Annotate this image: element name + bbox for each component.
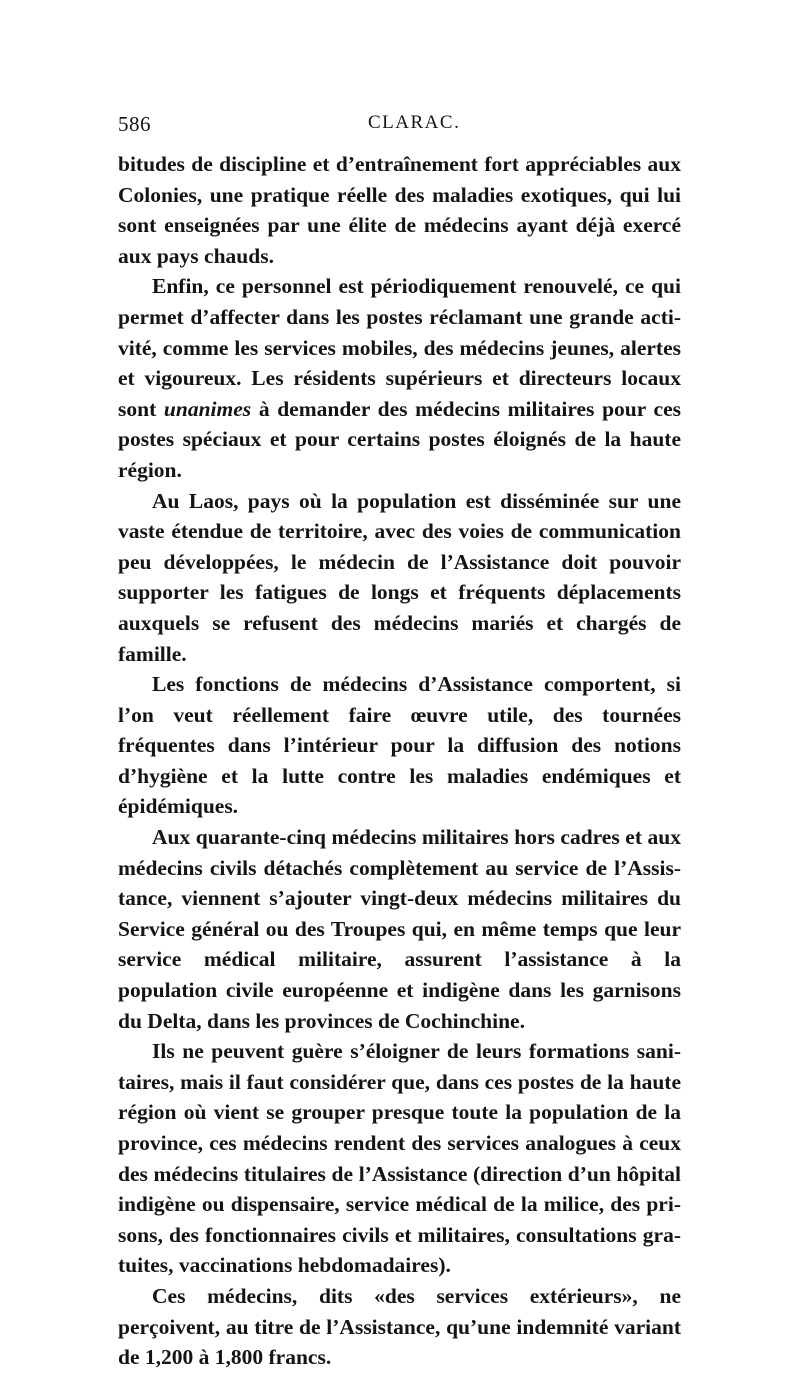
paragraph bbox=[118, 271, 681, 485]
page-header bbox=[118, 112, 681, 142]
paragraph: Ils ne peuvent guère s’éloigner de leurs formations sanitaires, mais il faut considérer que, dans ces postes de la haute région où vient se grouper presque toute la population de la province, ces médecins rendent des services analogues à ceux des médecins titulaires de l’Assistance (direction d’un hôpital indigène ou dispensaire, service médical de la milice, des prisons, des fonctionnaires civils et militaires, consultations gratuites, vaccinations hebdomadaires). bbox=[118, 1039, 681, 1278]
paragraph-text-continued: à demander des médecins militaires pour ces postes spéciaux et pour certains postes éloignés de la haute région. bbox=[118, 396, 682, 482]
paragraph: Au Laos, pays où la population est disséminée sur une vaste étendue de territoire, avec des voies de communication peu développées, le médecin de l’Assistance doit pouvoir supporter les fatigues de longs et fréquents déplacements auxquels se refusent des médecins mariés et chargés de famille. bbox=[118, 488, 681, 666]
paragraph: bitudes de discipline et d’entraînement fort appréciables aux Colonies, une pratique réelle des maladies exotiques, qui lui sont enseignées par une élite de médecins ayant déjà exercé aux pays chauds. bbox=[118, 152, 681, 268]
running-head: CLARAC. bbox=[368, 112, 461, 133]
page-number: 586 bbox=[118, 112, 151, 136]
paragraph: Ces médecins, dits «des services extérieurs», ne perçoivent, au titre de l’Assistance, qu’une indemnité variant de 1,200 à 1,800 francs. bbox=[118, 1283, 681, 1370]
paragraph: Les fonctions de médecins d’Assistance comportent, si l’on veut réellement faire œuvre utile, des tournées fréquentes dans l’intérieur pour la diffusion des notions d’hygiène et la lutte contre les maladies endémiques et épidémiques. bbox=[118, 672, 681, 819]
emphasized-word: unanimes bbox=[163, 396, 252, 421]
paragraph-text: Enfin, ce personnel est périodiquement renouvelé, ce qui permet d’affecter dans les postes réclamant une grande activité, comme les services mobiles, des médecins jeunes, alertes et vigoureux. Les résidents supérieurs et directeurs locaux sont bbox=[118, 274, 681, 421]
paragraph: Aux quarante-cinq médecins militaires hors cadres et aux médecins civils détachés complètement au service de l’Assistance, viennent s’ajouter vingt-deux médecins militaires du Service général ou des Troupes qui, en même temps que leur service médical militaire, assurent l’assistance à la population civile européenne et indigène dans les garnisons du Delta, dans les provinces de Cochinchine. bbox=[118, 825, 681, 1033]
body-text bbox=[118, 149, 681, 1373]
